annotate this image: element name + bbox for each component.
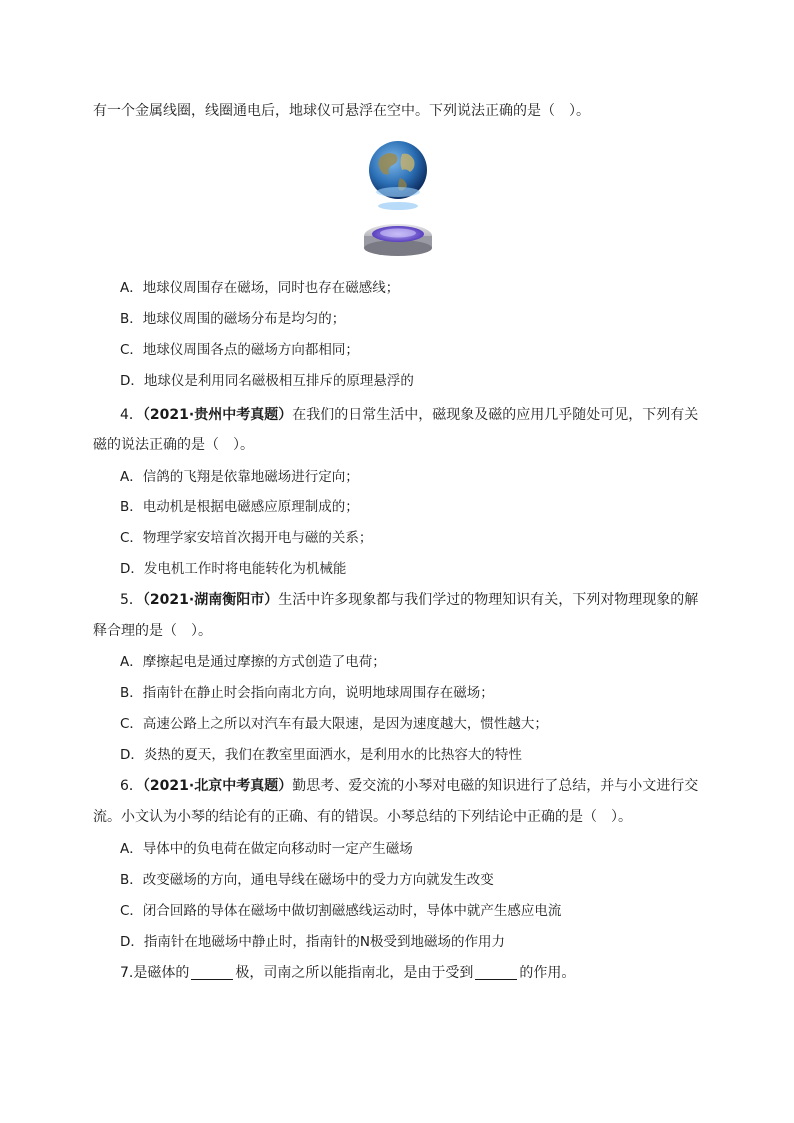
q7-stem [120, 963, 740, 983]
q3-option-d: D．地球仪是利用同名磁极相互排斥的原理悬浮的 [120, 373, 414, 389]
q7-blank-1[interactable] [191, 965, 233, 980]
q6-number: 6． [120, 778, 143, 794]
q7-part2: 极，司南之所以能指南北，是由于受到 [235, 965, 474, 981]
q5-option-d: D．炎热的夏天，我们在教室里面洒水，是利用水的比热容大的特性 [120, 747, 522, 763]
q5-stem [120, 590, 740, 610]
q4-option-d: D．发电机工作时将电能转化为机械能 [120, 561, 347, 577]
q6-option-c: C．闭合回路的导体在磁场中做切割磁感线运动时，导体中就产生感应电流 [120, 903, 562, 919]
q4-stem-line2: 磁的说法正确的是（ ）。 [93, 437, 254, 453]
q5-option-c: C．高速公路上之所以对汽车有最大限速，是因为速度越大，惯性越大； [120, 716, 548, 732]
q4-source: （2021·贵州中考真题） [142, 407, 293, 423]
q3-option-c: C．地球仪周围各点的磁场方向都相同； [120, 342, 359, 358]
q4-number: 4． [120, 407, 143, 423]
q4-option-a: A．信鸽的飞翔是依靠地磁场进行定向； [120, 469, 359, 485]
q4-stem [120, 405, 740, 425]
q3-option-b: B．地球仪周围的磁场分布是均匀的； [120, 311, 346, 327]
levitating-globe-image [362, 140, 434, 258]
q3-stem-tail: 有一个金属线圈，线圈通电后，地球仪可悬浮在空中。下列说法正确的是（ ）。 [93, 103, 590, 119]
q4-option-c: C．物理学家安培首次揭开电与磁的关系； [120, 530, 373, 546]
q7-part3: 的作用。 [519, 965, 576, 981]
q7-blank-2[interactable] [475, 965, 517, 980]
q6-option-d: D．指南针在地磁场中静止时，指南针的N极受到地磁场的作用力 [120, 934, 505, 950]
q5-source: （2021·湖南衡阳市） [142, 592, 279, 608]
q6-option-a: A．导体中的负电荷在做定向移动时一定产生磁场 [120, 841, 413, 857]
q6-stem-line1: 勤思考、爱交流的小琴对电磁的知识进行了总结，并与小文进行交 [292, 778, 699, 794]
q5-number: 5． [120, 592, 143, 608]
q6-option-b: B．改变磁场的方向，通电导线在磁场中的受力方向就发生改变 [120, 872, 494, 888]
q6-source: （2021·北京中考真题） [142, 778, 293, 794]
q5-option-a: A．摩擦起电是通过摩擦的方式创造了电荷； [120, 654, 386, 670]
q5-stem-line2: 释合理的是（ ）。 [93, 623, 212, 639]
q5-option-b: B．指南针在静止时会指向南北方向，说明地球周围存在磁场； [120, 685, 494, 701]
q5-stem-line1: 生活中许多现象都与我们学过的物理知识有关，下列对物理现象的解 [278, 592, 699, 608]
q3-option-a: A．地球仪周围存在磁场，同时也存在磁感线； [120, 280, 400, 296]
q6-stem-line2: 流。小文认为小琴的结论有的正确、有的错误。小琴总结的下列结论中正确的是（ ）。 [93, 809, 632, 825]
q4-option-b: B．电动机是根据电磁感应原理制成的； [120, 499, 359, 515]
q7-part1: 是磁体的 [133, 965, 190, 981]
q7-number: 7. [120, 965, 134, 981]
q4-stem-line1: 在我们的日常生活中，磁现象及磁的应用几乎随处可见，下列有关 [292, 407, 699, 423]
q6-stem [120, 776, 740, 796]
